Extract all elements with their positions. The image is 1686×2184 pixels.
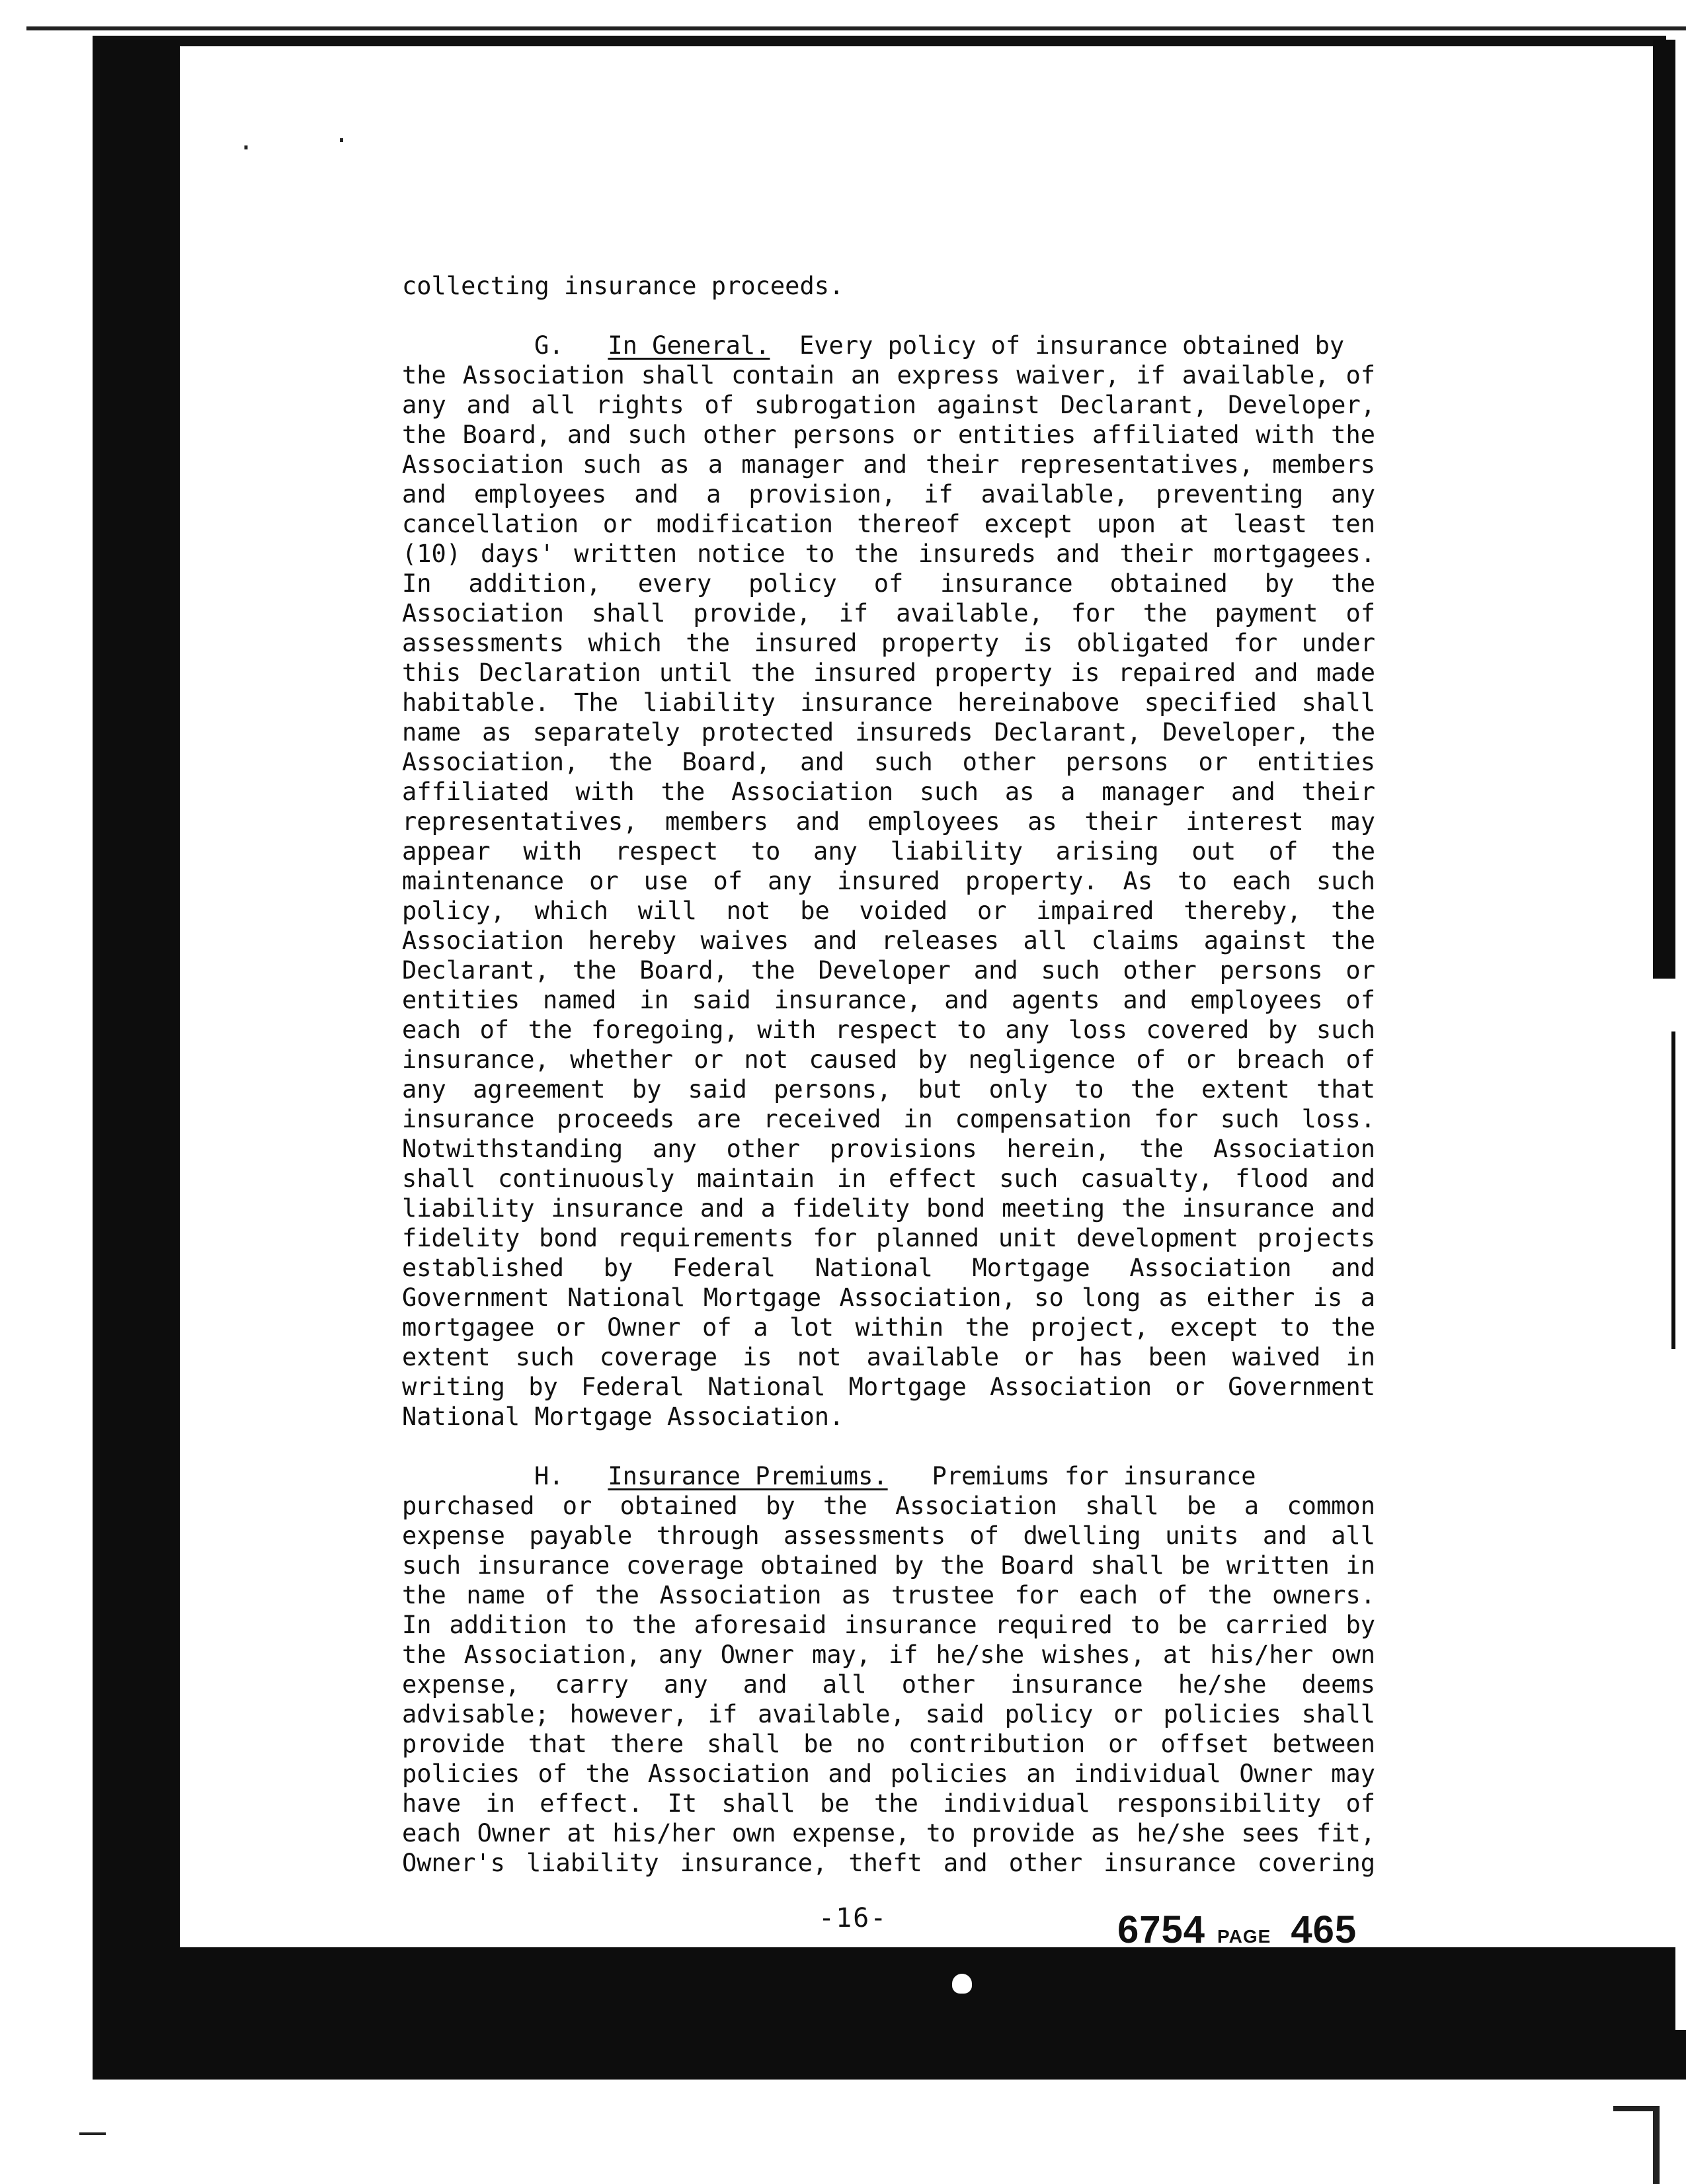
section-g-line: Association hereby waives and releases all claims against the xyxy=(402,926,1375,955)
section-h-line: such insurance coverage obtained by the Board shall be written in xyxy=(402,1551,1375,1580)
scan-specks: . · xyxy=(238,126,350,156)
section-g-line: this Declaration until the insured property is repaired and made xyxy=(402,659,1375,687)
section-g-heading: In General. xyxy=(608,331,770,360)
section-g-line: the Board, and such other persons or entities affiliated with the xyxy=(402,421,1375,449)
section-g-line: Every policy of insurance obtained by xyxy=(799,331,1345,360)
section-h-line: provide that there shall be no contribution or offset between xyxy=(402,1730,1375,1758)
section-g-line: affiliated with the Association such as a manager and their xyxy=(402,778,1375,806)
book-page-number: 465 xyxy=(1291,1908,1357,1951)
section-h-line: purchased or obtained by the Association shall be a common xyxy=(402,1492,1375,1520)
section-h-line: each Owner at his/her own expense, to provide as he/she sees fit, xyxy=(402,1819,1375,1847)
section-h-line: the name of the Association as trustee for each of the owners. xyxy=(402,1581,1375,1609)
section-h-line: In addition to the aforesaid insurance required to be carried by xyxy=(402,1611,1375,1639)
document-body xyxy=(402,271,1375,1878)
section-g-line: writing by Federal National Mortgage Association or Government xyxy=(402,1373,1375,1401)
section-h-letter: H. xyxy=(534,1462,564,1490)
section-g-line: habitable. The liability insurance hereinabove specified shall xyxy=(402,688,1375,717)
section-h-line: Owner's liability insurance, theft and other insurance covering xyxy=(402,1849,1375,1877)
intro-line: collecting insurance proceeds. xyxy=(402,272,844,300)
section-g-line: established by Federal National Mortgage Association and xyxy=(402,1254,1375,1282)
section-g-line: policy, which will not be voided or impaired thereby, the xyxy=(402,897,1375,925)
section-g-line: (10) days' written notice to the insureds and their mortgagees. xyxy=(402,540,1375,568)
section-h-line: expense payable through assessments of dwelling units and all xyxy=(402,1521,1375,1550)
scan-left-tick xyxy=(79,2132,106,2135)
section-g-line: entities named in said insurance, and agents and employees of xyxy=(402,986,1375,1014)
section-h-heading: Insurance Premiums. xyxy=(608,1462,888,1490)
section-g-line: representatives, members and employees as their interest may xyxy=(402,807,1375,836)
section-h xyxy=(402,1461,1375,1878)
section-g-line: Notwithstanding any other provisions herein, the Association xyxy=(402,1135,1375,1163)
section-g-line: any agreement by said persons, but only to the extent that xyxy=(402,1075,1375,1104)
section-g-line: name as separately protected insureds Declarant, Developer, the xyxy=(402,718,1375,747)
section-g xyxy=(402,331,1375,1432)
scan-bottom-border-lower xyxy=(112,2030,1686,2080)
scan-top-rule xyxy=(26,26,1686,30)
book-page-stamp xyxy=(1117,1908,1357,1952)
section-g-line: Association such as a manager and their representatives, members xyxy=(402,450,1375,479)
section-g-first-line xyxy=(402,331,1375,360)
section-g-line: Association, the Board, and such other persons or entities xyxy=(402,748,1375,776)
section-h-first-line xyxy=(402,1461,1375,1491)
scan-left-border xyxy=(93,40,180,2010)
section-g-line: extent such coverage is not available or has been waived in xyxy=(402,1343,1375,1371)
section-g-line: fidelity bond requirements for planned unit development projects xyxy=(402,1224,1375,1252)
book-number: 6754 xyxy=(1117,1908,1206,1951)
section-h-line: advisable; however, if available, said policy or policies shall xyxy=(402,1700,1375,1728)
section-h-line: the Association, any Owner may, if he/she wishes, at his/her own xyxy=(402,1640,1375,1669)
section-g-line: appear with respect to any liability arising out of the xyxy=(402,837,1375,866)
section-h-line: expense, carry any and all other insurance he/she deems xyxy=(402,1670,1375,1699)
scan-right-border xyxy=(1653,40,1675,979)
section-g-line: and employees and a provision, if available, preventing any xyxy=(402,480,1375,508)
section-g-line: insurance, whether or not caused by negligence of or breach of xyxy=(402,1045,1375,1074)
section-g-line: cancellation or modification thereof except upon at least ten xyxy=(402,510,1375,538)
scan-top-border xyxy=(93,36,1666,46)
section-g-line: shall continuously maintain in effect such casualty, flood and xyxy=(402,1164,1375,1193)
section-g-line: In addition, every policy of insurance obtained by the xyxy=(402,569,1375,598)
section-g-line: insurance proceeds are received in compensation for such loss. xyxy=(402,1105,1375,1133)
book-page-label: PAGE xyxy=(1217,1926,1271,1947)
section-g-line: Declarant, the Board, the Developer and such other persons or xyxy=(402,956,1375,985)
section-g-line: any and all rights of subrogation against Declarant, Developer, xyxy=(402,391,1375,419)
section-g-line: National Mortgage Association. xyxy=(402,1402,844,1431)
section-g-line: each of the foregoing, with respect to any loss covered by such xyxy=(402,1016,1375,1044)
scan-right-edge xyxy=(1671,1031,1675,1349)
page-folio: -16- xyxy=(819,1903,888,1933)
page-corner-mark xyxy=(1613,2106,1660,2184)
section-g-line: assessments which the insured property is obligated for under xyxy=(402,629,1375,657)
section-h-line: Premiums for insurance xyxy=(932,1462,1256,1490)
section-g-line: the Association shall contain an express waiver, if available, of xyxy=(402,361,1375,389)
section-g-line: Government National Mortgage Association, so long as either is a xyxy=(402,1283,1375,1312)
section-h-line: have in effect. It shall be the individual responsibility of xyxy=(402,1789,1375,1818)
section-g-letter: G. xyxy=(534,331,564,360)
section-g-line: mortgagee or Owner of a lot within the project, except to the xyxy=(402,1313,1375,1342)
binding-hole-mark xyxy=(952,1974,972,1994)
section-h-line: policies of the Association and policies an individual Owner may xyxy=(402,1759,1375,1788)
section-g-line: liability insurance and a fidelity bond meeting the insurance and xyxy=(402,1194,1375,1223)
section-g-line: Association shall provide, if available, for the payment of xyxy=(402,599,1375,627)
section-g-line: maintenance or use of any insured property. As to each such xyxy=(402,867,1375,895)
